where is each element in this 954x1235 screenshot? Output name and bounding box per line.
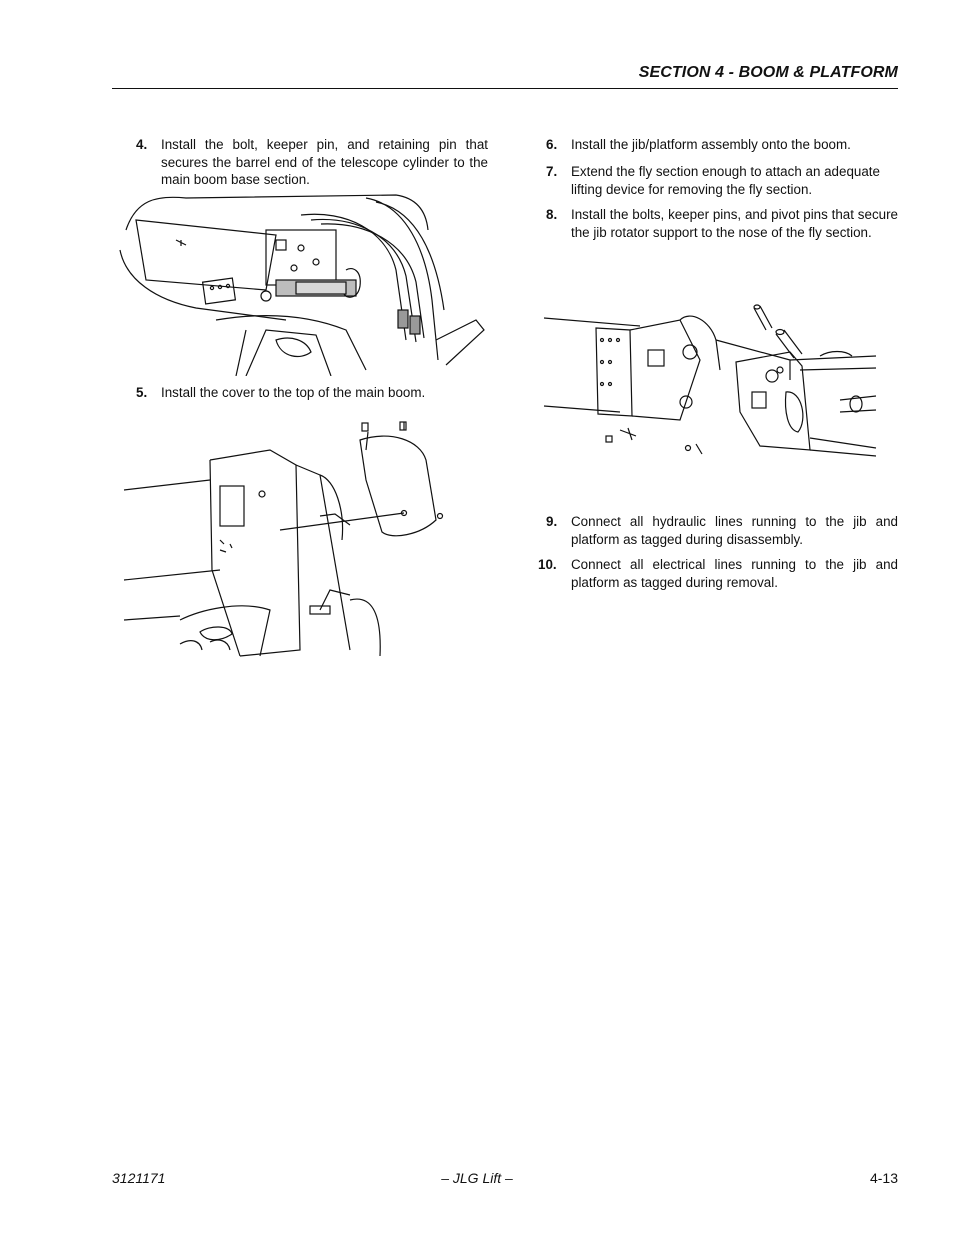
step-text: Extend the fly section enough to attach an adequate lifting device for removing the fly section.: [571, 164, 880, 197]
step-text: Install the bolt, keeper pin, and retaining pin that secures the barrel end of the telescope cylinder to the main boom base section.: [161, 137, 488, 187]
step-text: Connect all hydraulic lines running to the jib and platform as tagged during disassembly.: [571, 514, 898, 547]
step-number: 9.: [546, 514, 558, 529]
header-rule: [112, 88, 898, 89]
figure-boom-cover: [120, 420, 456, 660]
step-number: 5.: [136, 385, 148, 400]
step-number: 8.: [546, 207, 558, 222]
step-10: [538, 556, 898, 592]
step-number: 4.: [136, 137, 148, 152]
figure-telescope-cylinder-barrel-end: [116, 190, 488, 376]
step-text: Install the cover to the top of the main boom.: [161, 385, 426, 400]
figure-jib-rotator-support: [540, 300, 880, 464]
page-number: 4-13: [869, 1170, 898, 1186]
section-header-title: SECTION 4 - BOOM & PLATFORM: [638, 64, 898, 81]
step-text: Install the jib/platform assembly onto the boom.: [571, 137, 851, 152]
step-6: [546, 136, 898, 156]
step-4: [136, 136, 488, 190]
step-8: [546, 206, 898, 260]
step-text: Install the bolts, keeper pins, and pivot pins that secure the jib rotator support to the nose of the fly section.: [571, 207, 898, 240]
publisher-name: – JLG Lift –: [441, 1170, 513, 1186]
step-5: [136, 384, 488, 404]
step-number: 10.: [538, 557, 557, 572]
step-number: 6.: [546, 137, 558, 152]
step-text: Connect all electrical lines running to the jib and platform as tagged during removal.: [571, 557, 898, 590]
step-7: [546, 163, 898, 199]
step-9: [546, 513, 898, 549]
document-number: 3121171: [112, 1170, 166, 1186]
step-number: 7.: [546, 164, 558, 179]
